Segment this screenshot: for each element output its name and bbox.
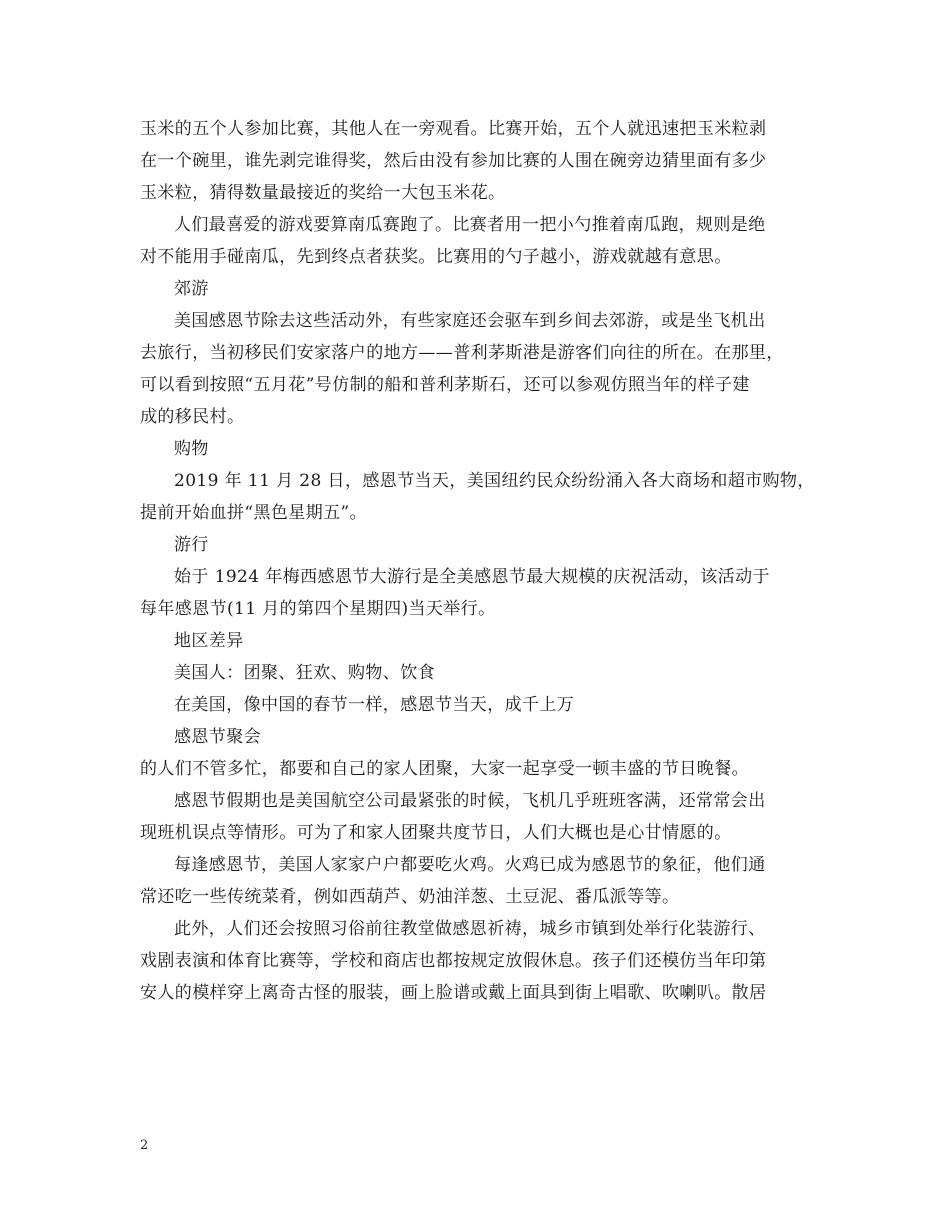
section-heading: 地区差异 bbox=[174, 631, 244, 651]
paragraph-start: 美国感恩节除去这些活动外，有些家庭还会驱车到乡间去郊游，或是坐飞机出 bbox=[174, 311, 766, 331]
text-line: 常还吃一些传统菜肴，例如西葫芦、奶油洋葱、土豆泥、番瓜派等等。 bbox=[140, 887, 680, 907]
paragraph-start: 感恩节假期也是美国航空公司最紧张的时候，飞机几乎班班客满，还常常会出 bbox=[174, 791, 766, 811]
paragraph-start: 在美国，像中国的春节一样，感恩节当天，成千上万 bbox=[174, 695, 575, 715]
text-line: 玉米的五个人参加比赛，其他人在一旁观看。比赛开始，五个人就迅速把玉米粒剥 bbox=[140, 119, 767, 139]
text-line: 玉米粒，猜得数量最接近的奖给一大包玉米花。 bbox=[140, 183, 506, 203]
paragraph-start: 2019 年 11 月 28 日，感恩节当天，美国纽约民众纷纷涌入各大商场和超市购物， bbox=[174, 471, 815, 491]
section-heading: 购物 bbox=[174, 439, 209, 459]
paragraph-start: 每逢感恩节，美国人家家户户都要吃火鸡。火鸡已成为感恩节的象征，他们通 bbox=[174, 855, 766, 875]
text-line: 安人的模样穿上离奇古怪的服装，画上脸谱或戴上面具到街上唱歌、吹喇叭。散居 bbox=[140, 983, 767, 1003]
paragraph-start: 此外，人们还会按照习俗前往教堂做感恩祈祷，城乡市镇到处举行化装游行、 bbox=[174, 919, 766, 939]
text-line: 每年感恩节(11 月的第四个星期四)当天举行。 bbox=[140, 599, 496, 619]
document-body bbox=[140, 113, 820, 1009]
text-line: 戏剧表演和体育比赛等，学校和商店也都按规定放假休息。孩子们还模仿当年印第 bbox=[140, 951, 767, 971]
text-line: 提前开始血拼“黑色星期五”。 bbox=[140, 503, 367, 523]
section-heading: 郊游 bbox=[174, 279, 209, 299]
text-line: 在一个碗里，谁先剥完谁得奖，然后由没有参加比赛的人围在碗旁边猜里面有多少 bbox=[140, 151, 767, 171]
page-number: 2 bbox=[140, 1138, 149, 1153]
text-line: 可以看到按照“五月花”号仿制的船和普利茅斯石，还可以参观仿照当年的样子建 bbox=[140, 375, 750, 395]
text-line: 对不能用手碰南瓜，先到终点者获奖。比赛用的勺子越小，游戏就越有意思。 bbox=[140, 247, 732, 267]
text-line: 现班机误点等情形。可为了和家人团聚共度节日，人们大概也是心甘情愿的。 bbox=[140, 823, 732, 843]
paragraph-start: 人们最喜爱的游戏要算南瓜赛跑了。比赛者用一把小勺推着南瓜跑，规则是绝 bbox=[174, 215, 766, 235]
section-heading: 游行 bbox=[174, 535, 209, 555]
section-heading: 感恩节聚会 bbox=[174, 727, 261, 747]
text-line: 成的移民村。 bbox=[140, 407, 245, 427]
text-line: 的人们不管多忙，都要和自己的家人团聚，大家一起享受一顿丰盛的节日晚餐。 bbox=[140, 759, 749, 779]
paragraph-start: 美国人：团聚、狂欢、购物、饮食 bbox=[174, 663, 435, 683]
paragraph-start: 始于 1924 年梅西感恩节大游行是全美感恩节最大规模的庆祝活动，该活动于 bbox=[174, 567, 770, 587]
text-line: 去旅行，当初移民们安家落户的地方——普利茅斯港是游客们向往的所在。在那里， bbox=[140, 343, 784, 363]
